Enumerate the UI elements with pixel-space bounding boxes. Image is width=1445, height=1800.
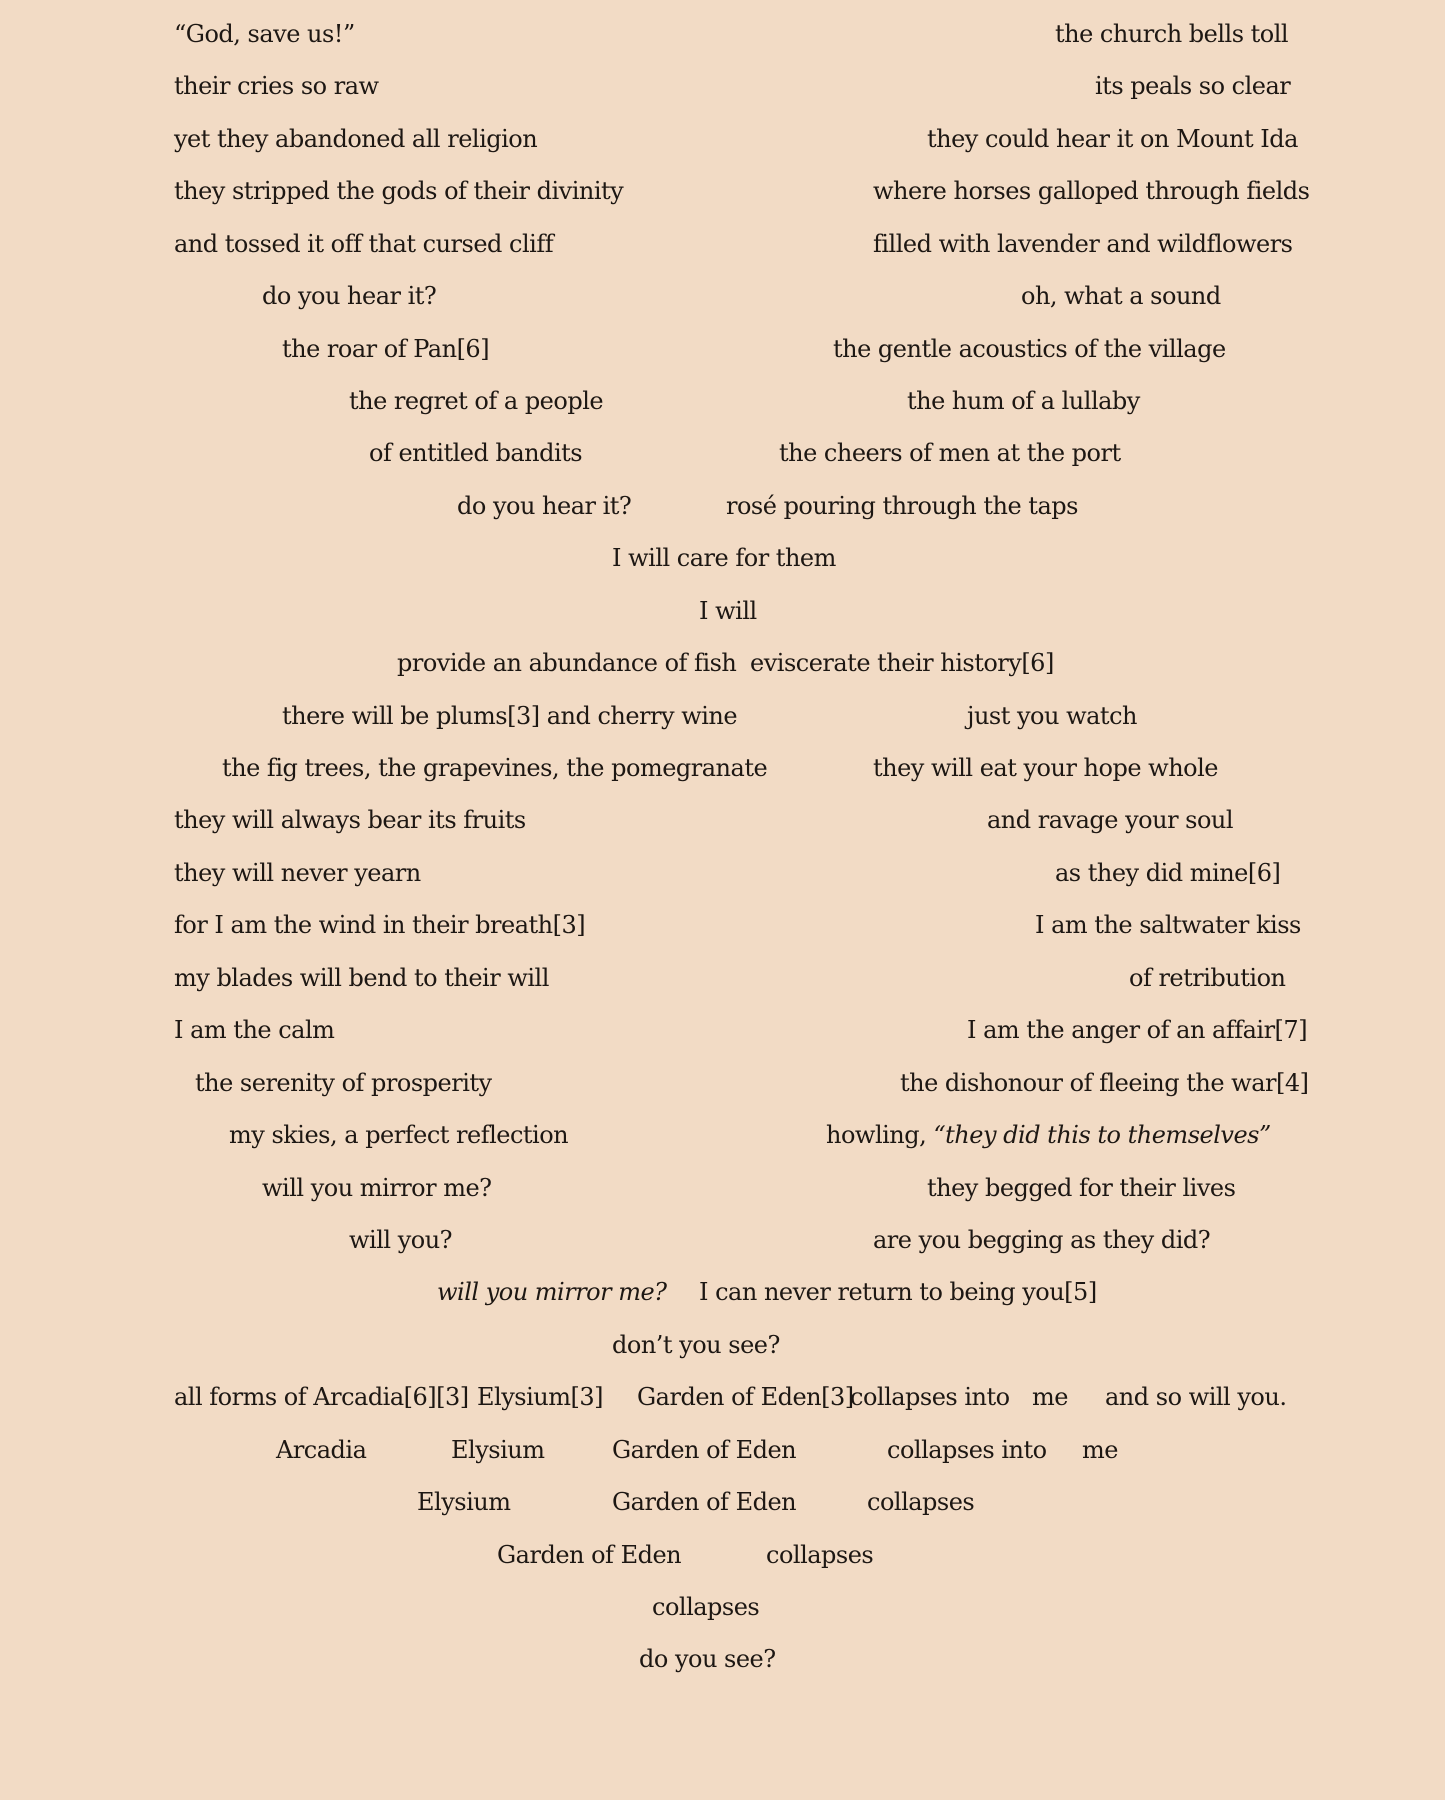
poem-line: rosé pouring through the taps (726, 492, 1078, 520)
poem-line: I will (699, 597, 757, 625)
poem-line: they stripped the gods of their divinity (174, 177, 624, 205)
poem-line: its peals so clear (1095, 72, 1291, 100)
poem-line: where horses galloped through fields (873, 177, 1310, 205)
poem-line: they will eat your hope whole (873, 754, 1218, 782)
poem-line: collapses (652, 1593, 760, 1621)
poem-line: their cries so raw (174, 72, 379, 100)
poem-line: the dishonour of fleeing the war[4] (900, 1069, 1309, 1097)
poem-line: they could hear it on Mount Ida (927, 125, 1298, 153)
poem-line: I can never return to being you[5] (699, 1278, 1097, 1306)
poem-line: and so will you. (1105, 1383, 1287, 1411)
poem-line: Arcadia (276, 1436, 367, 1464)
poem-line: will you mirror me? (437, 1278, 667, 1306)
poem-line: oh, what a sound (1021, 282, 1221, 310)
poem-line: all forms of Arcadia[6][3] (174, 1383, 469, 1411)
poem-line: the church bells toll (1055, 20, 1289, 48)
poem-line: of retribution (1129, 964, 1286, 992)
poem-line: Elysium (451, 1436, 545, 1464)
poem-line: for I am the wind in their breath[3] (174, 911, 586, 939)
poem-line: the serenity of prosperity (195, 1069, 492, 1097)
poem-line: collapses (867, 1488, 975, 1516)
poem-line: do you hear it? (262, 282, 437, 310)
poem-line: me (1032, 1383, 1068, 1411)
poem-line: collapses into (850, 1383, 1010, 1411)
poem-line: do you see? (639, 1645, 776, 1673)
poem-line: and ravage your soul (987, 806, 1234, 834)
poem-line: of entitled bandits (369, 439, 583, 467)
poem-line: the hum of a lullaby (907, 387, 1140, 415)
poem-line: my skies, a perfect reflection (229, 1121, 569, 1149)
poem-line: they will never yearn (174, 859, 421, 887)
poem-line: are you begging as they did? (873, 1226, 1211, 1254)
poem-line: will you? (349, 1226, 453, 1254)
poem-line: filled with lavender and wildflowers (873, 230, 1293, 258)
poem-line: Garden of Eden (612, 1436, 797, 1464)
poem-line: Elysium[3] (477, 1383, 603, 1411)
poem-line: the regret of a people (349, 387, 604, 415)
poem-line: as they did mine[6] (1055, 859, 1281, 887)
poem-line: they begged for their lives (927, 1174, 1236, 1202)
poem-line: don’t you see? (612, 1331, 780, 1359)
poem-line: will you mirror me? (262, 1174, 492, 1202)
poem-line: and tossed it off that cursed cliff (174, 230, 554, 258)
poem-line: I am the saltwater kiss (1035, 911, 1301, 939)
poem-line: me (1082, 1436, 1118, 1464)
poem-line: Elysium (417, 1488, 511, 1516)
poem-line: I will care for them (612, 544, 836, 572)
poem-line: collapses (766, 1541, 874, 1569)
poem-line: the cheers of men at the port (779, 439, 1121, 467)
poem-line: there will be plums[3] and cherry wine (282, 702, 738, 730)
poem-line: just you watch (967, 702, 1137, 730)
poem-line: yet they abandoned all religion (174, 125, 538, 153)
poem-line: Garden of Eden (497, 1541, 682, 1569)
poem-line: I am the calm (174, 1016, 335, 1044)
poem-line: do you hear it? (457, 492, 632, 520)
poem-line: collapses into (887, 1436, 1047, 1464)
poem-line: the roar of Pan[6] (282, 335, 490, 363)
poem-line (826, 1120, 1271, 1150)
poem-line-part: howling, (826, 1121, 934, 1149)
poem-line: eviscerate their history[6] (750, 649, 1054, 677)
poem-line: Garden of Eden[3] (637, 1383, 854, 1411)
poem-line: my blades will bend to their will (174, 964, 549, 992)
poem-line: the gentle acoustics of the village (833, 335, 1226, 363)
poem-line: “God, save us!” (174, 20, 355, 48)
poem-line: provide an abundance of fish (397, 649, 737, 677)
poem-line-italic: “they did this to themselves” (933, 1121, 1271, 1149)
poem-line: the fig trees, the grapevines, the pomegranate (222, 754, 768, 782)
poem-line: I am the anger of an affair[7] (967, 1016, 1308, 1044)
poem-line: Garden of Eden (612, 1488, 797, 1516)
poem-line: they will always bear its fruits (174, 806, 526, 834)
